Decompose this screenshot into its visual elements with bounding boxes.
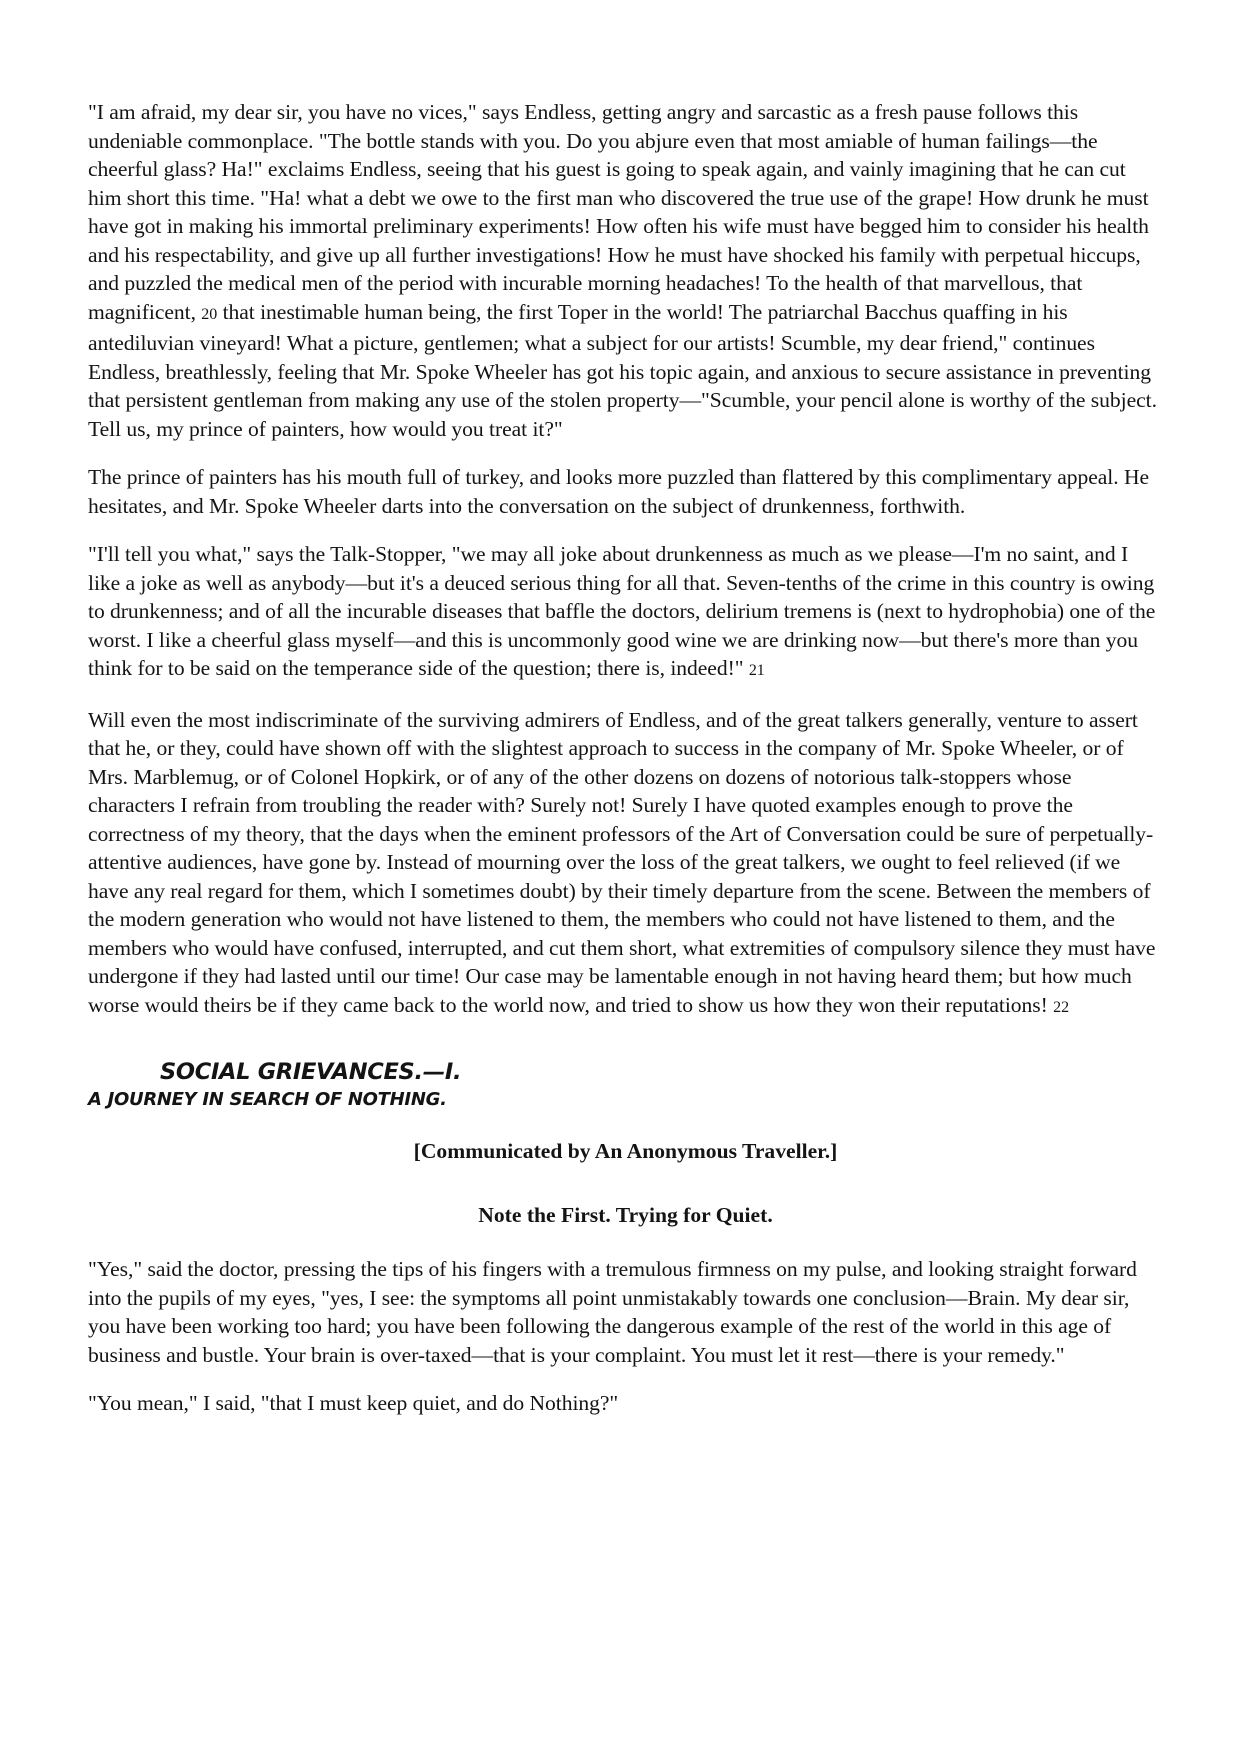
- document-body: [88, 98, 1163, 1438]
- page-number: 20: [201, 305, 218, 323]
- byline: [Communicated by An Anonymous Traveller.]: [413, 1139, 838, 1163]
- section-subtitle: A JOURNEY IN SEARCH OF NOTHING.: [88, 1089, 447, 1110]
- paragraph-endless-toast: "I am afraid, my dear sir, you have no vices," says Endless, getting angry and sarcastic as a fresh pause follows this undeniable commonplace. "The bottle stands with you. Do you abjure even that most amiable of human failings—the cheerful glass? Ha!" exclaims Endless, seeing that his guest is going to speak again, and vainly imagining that he can cut him short this time. "Ha! what a debt we owe to the first man who discovered the true use of the grape! How drunk he must have got in making his immortal preliminary experiments! How often his wife must have begged him to consider his health and his respectability, and give up all further investigations! How he must have shocked his family with perpetual hiccups, and puzzled the medical men of the period with incurable morning headaches! To the health of that marvellous, that magnificent, 20 that inestimable human being, the first Toper in the world! The patriarchal Bacchus quaffing in his antediluvian vineyard! What a picture, gentlemen; what a subject for our artists! Scumble, my dear friend," continues Endless, breathlessly, feeling that Mr. Spoke Wheeler has got his topic again, and anxious to secure assistance in preventing that persistent gentleman from making any use of the stolen property—"Scumble, your pencil alone is worthy of the subject. Tell us, my prince of painters, how would you treat it?": [88, 100, 1157, 441]
- paragraph-prince-of-painters: The prince of painters has his mouth full of turkey, and looks more puzzled than flattered by this complimentary appeal. He hesitates, and Mr. Spoke Wheeler darts into the conversation on the subject of drunkenness, forthwith.: [88, 465, 1150, 518]
- paragraph-doctor: "Yes," said the doctor, pressing the tips of his fingers with a tremulous firmness on my pulse, and looking straight forward into the pupils of my eyes, "yes, I see: the symptoms all point unmistakably towards one conclusion—Brain. My dear sir, you have been working too hard; you have been following the dangerous example of the rest of the world in this age of business and bustle. Your brain is over-taxed—that is your complaint. You must let it rest—there is your remedy.": [88, 1257, 1137, 1367]
- paragraph-keep-quiet: "You mean," I said, "that I must keep quiet, and do Nothing?": [88, 1391, 619, 1415]
- note-heading: Note the First. Trying for Quiet.: [478, 1203, 773, 1227]
- page-number: 22: [1053, 998, 1070, 1016]
- section-title: SOCIAL GRIEVANCES.—I.: [160, 1059, 462, 1085]
- page-number: 21: [748, 662, 765, 679]
- paragraph-talk-stopper: "I'll tell you what," says the Talk-Stopper, "we may all joke about drunkenness as much as we please—I'm no saint, and I like a joke as well as anybody—but it's a deuced serious thing for all that. Seven-tenths of the crime in this country is owing to drunkenness; and of all the incurable diseases that baffle the doctors, delirium tremens is (next to hydrophobia) one of the worst. I like a cheerful glass myself—and this is uncommonly good wine we are drinking now—but there's more than you think for to be said on the temperance side of the question; there is, indeed!" 21: [88, 542, 1156, 680]
- paragraph-great-talkers: Will even the most indiscriminate of the surviving admirers of Endless, and of the great talkers generally, venture to assert that he, or they, could have shown off with the slightest approach to success in the company of Mr. Spoke Wheeler, or of Mrs. Marblemug, or of Colonel Hopkirk, or of any of the other dozens on dozens of notorious talk-stoppers whose characters I refrain from troubling the reader with? Surely not! Surely I have quoted examples enough to prove the correctness of my theory, that the days when the eminent professors of the Art of Conversation could be sure of perpetually-attentive audiences, have gone by. Instead of mourning over the loss of the great talkers, we ought to feel relieved (if we have any real regard for them, which I sometimes doubt) by their timely departure from the scene. Between the members of the modern generation who would not have listened to them, the members who could not have listened to them, and the members who would have confused, interrupted, and cut them short, what extremities of compulsory silence they must have undergone if they had lasted until our time! Our case may be lamentable enough in not having heard them; but how much worse would theirs be if they came back to the world now, and tried to show us how they won their reputations! 22: [88, 707, 1156, 1017]
